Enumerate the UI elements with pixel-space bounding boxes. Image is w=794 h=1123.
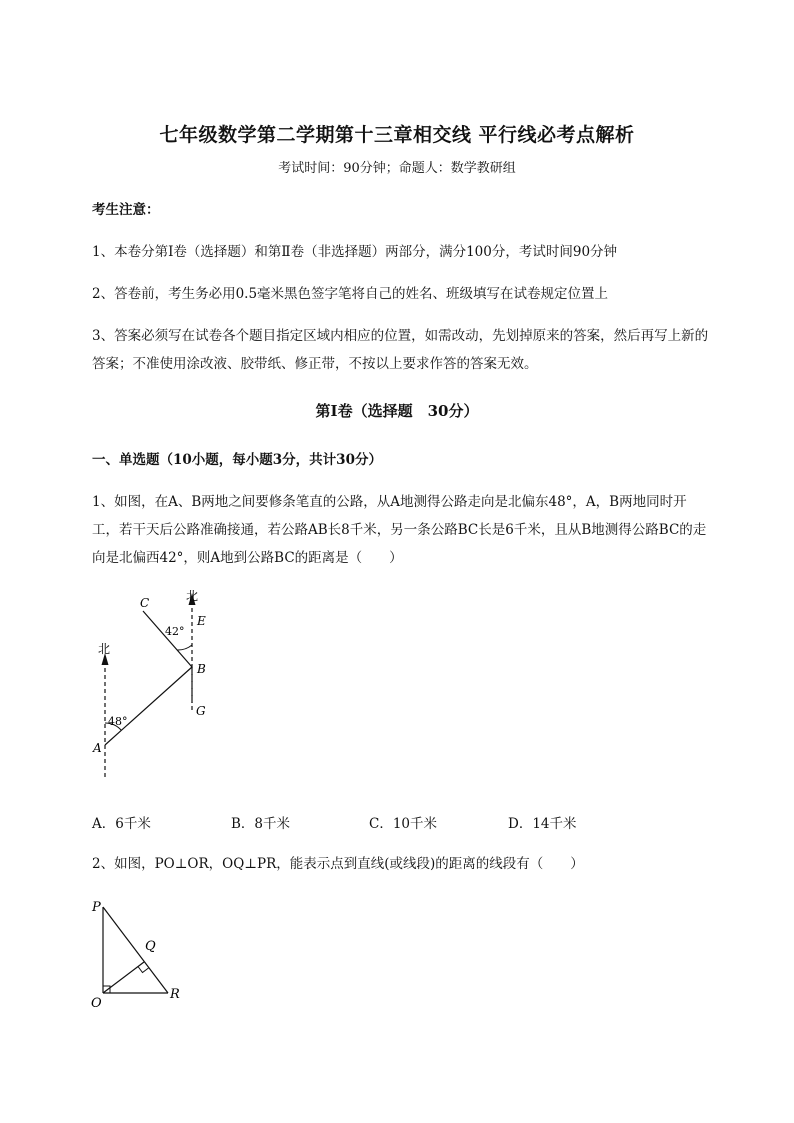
question-1-choice-d: D．14千米	[508, 816, 577, 832]
north-label-left: 北	[98, 642, 111, 656]
question-1-choice-a: A．6千米	[92, 816, 151, 832]
point-g-label: G	[196, 704, 206, 718]
point-o-label: O	[91, 996, 102, 1011]
notice-heading: 考生注意：	[92, 202, 160, 218]
notice-item-2: 2、答卷前，考生务必用0.5毫米黑色签字笔将自己的姓名、班级填写在试卷规定位置上	[92, 286, 609, 302]
point-q-label: Q	[145, 939, 156, 954]
angle-42-label: 42°	[165, 625, 185, 638]
section-title: 第Ⅰ卷（选择题 30分）	[315, 402, 479, 420]
point-p-label: P	[92, 900, 101, 915]
north-label-right: 北	[186, 589, 199, 603]
part-heading: 一、单选题（10小题，每小题3分，共计30分）	[92, 452, 382, 468]
notice-item-1: 1、本卷分第Ⅰ卷（选择题）和第Ⅱ卷（非选择题）两部分，满分100分，考试时间90分钟	[92, 244, 618, 260]
angle-48-label: 48°	[108, 715, 128, 728]
question-2-text: 2、如图，PO⊥OR，OQ⊥PR，能表示点到直线(或线段)的距离的线段有（ ）	[92, 856, 584, 872]
point-r-label: R	[170, 987, 180, 1002]
question-1-choice-c: C．10千米	[369, 816, 438, 832]
question-1-figure	[85, 585, 225, 785]
notice-item-3: 3、答案必须写在试卷各个题目指定区域内相应的位置，如需改动，先划掉原来的答案，然后再写上新的答案；不准使用涂改液、胶带纸、修正带，不按以上要求作答的答案无效。	[92, 328, 709, 372]
exam-info: 考试时间：90分钟；命题人：数学教研组	[278, 161, 516, 176]
page-title: 七年级数学第二学期第十三章相交线 平行线必考点解析	[159, 124, 635, 146]
point-c-label: C	[140, 596, 150, 610]
point-b-label: B	[197, 662, 206, 676]
question-2-figure	[88, 895, 198, 1015]
question-1-choice-b: B．8千米	[231, 816, 291, 832]
point-e-label: E	[197, 614, 206, 628]
point-a-label: A	[93, 741, 102, 755]
question-1-text: 1、如图，在A、B两地之间要修条笔直的公路，从A地测得公路走向是北偏东48°，A，B两地同时开工，若干天后公路准确接通，若公路AB长8千米，另一条公路BC长是6千米，且从B地测得公路BC的走向是北偏西42°，则A地到公路BC的距离是（ ）	[92, 494, 707, 566]
